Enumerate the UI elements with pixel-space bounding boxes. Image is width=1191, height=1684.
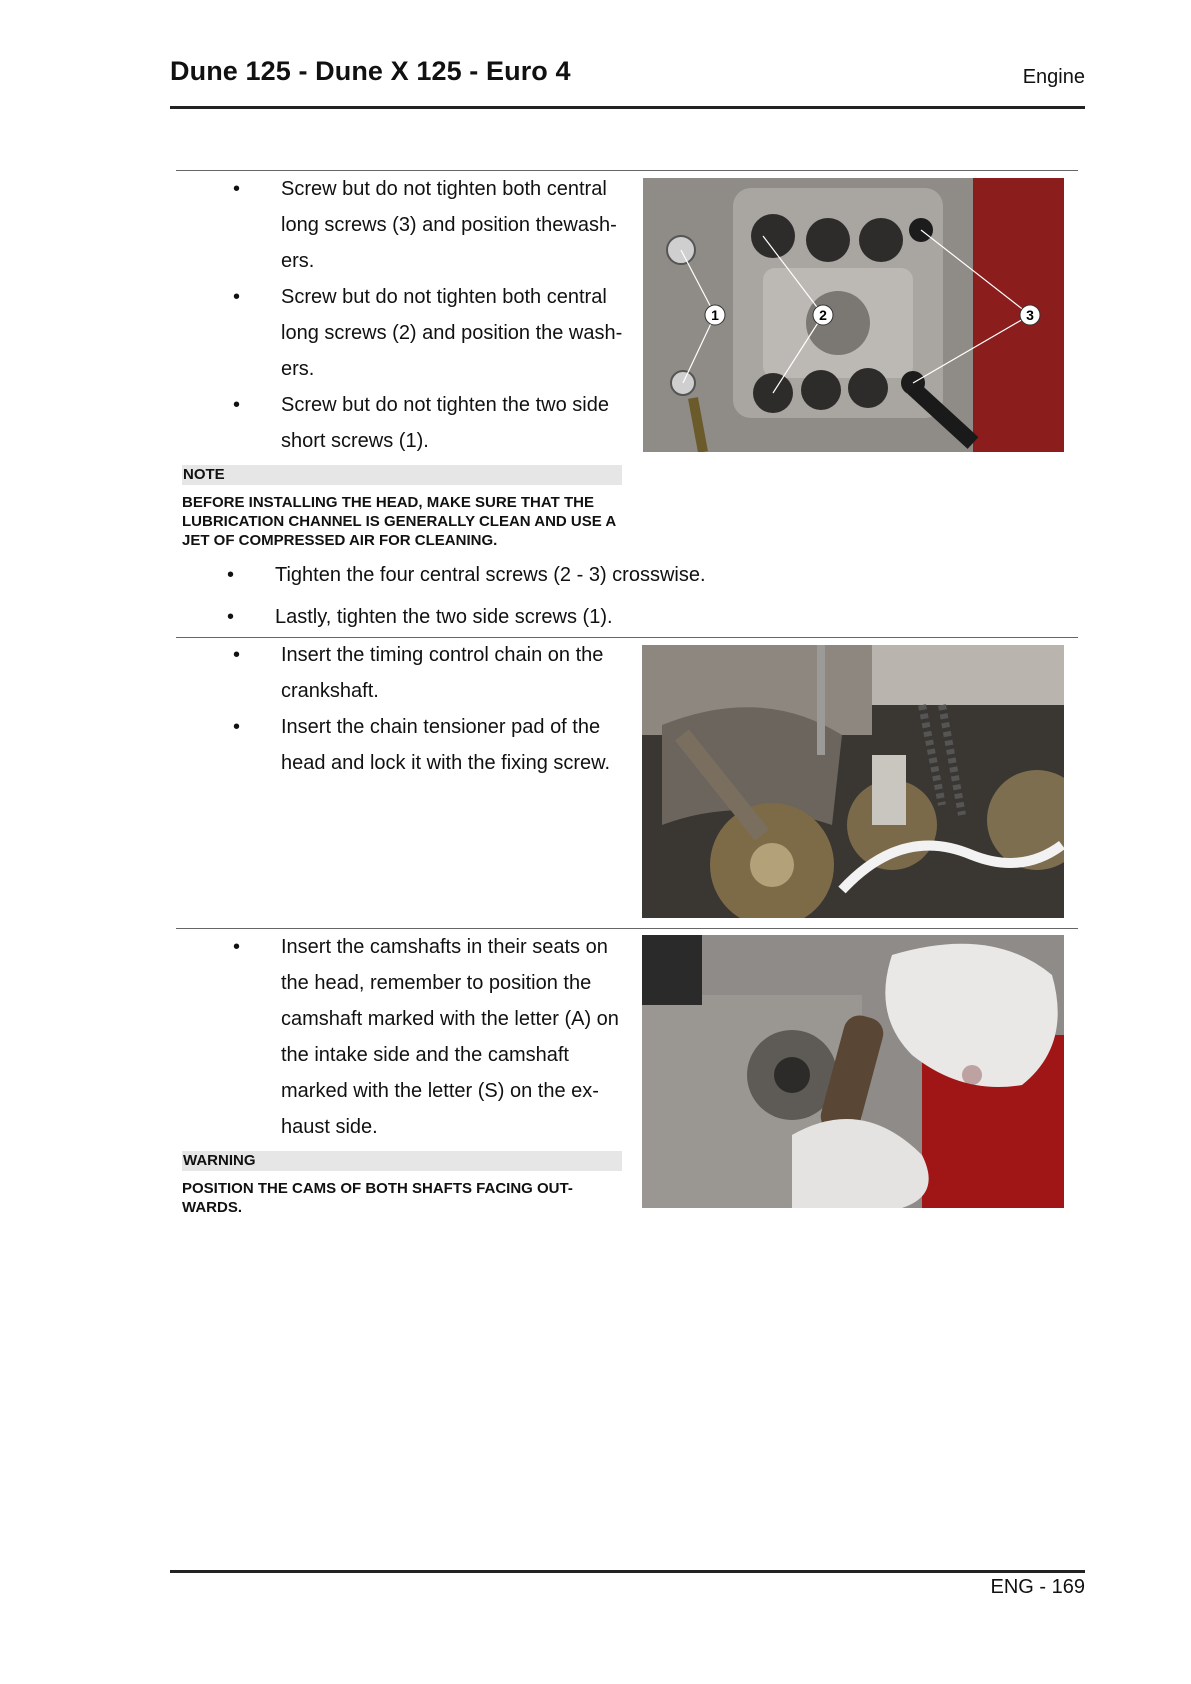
header-rule: [170, 106, 1085, 109]
camshaft-insertion-photo: [642, 935, 1064, 1208]
step2-list: [176, 637, 626, 781]
step1-list: [176, 171, 626, 459]
tighten-list: [170, 554, 930, 638]
warning-label: WARNING: [182, 1151, 622, 1171]
list-item: • Screw but do not tighten both central long screws (2) and position the wash-ers.: [233, 286, 623, 380]
warning-box: [182, 1151, 622, 1217]
callout-label-1: 1: [711, 307, 719, 323]
note-box: [182, 465, 622, 550]
step3-list: [176, 929, 634, 1145]
list-item: • Screw but do not tighten both central long screws (3) and position thewash-ers.: [233, 178, 617, 272]
cylinder-head-screws-photo: [643, 178, 1064, 452]
warning-text: POSITION THE CAMS OF BOTH SHAFTS FACING OUT-WARDS.: [182, 1180, 573, 1216]
list-item: • Insert the camshafts in their seats on the head, remember to position the camshaft marked with the letter (A) on the intake side and the camshaft marked with the letter (S) on the ex-haust side.: [233, 936, 619, 1138]
list-item: • Insert the timing control chain on the crankshaft.: [233, 644, 604, 702]
page-title: Dune 125 - Dune X 125 - Euro 4: [170, 56, 571, 86]
footer-rule: [170, 1570, 1085, 1573]
note-text: BEFORE INSTALLING THE HEAD, MAKE SURE THAT THE LUBRICATION CHANNEL IS GENERALLY CLEAN AND USE A JET OF COMPRESSED AIR FOR CLEANING.: [182, 494, 616, 549]
timing-chain-photo: [642, 645, 1064, 918]
callout-label-2: 2: [819, 307, 827, 323]
list-item: • Screw but do not tighten the two side short screws (1).: [233, 394, 609, 452]
callout-label-3: 3: [1026, 307, 1034, 323]
section-name: Engine: [1022, 66, 1085, 88]
list-item: • Lastly, tighten the two side screws (1).: [227, 606, 613, 628]
note-label: NOTE: [182, 465, 622, 485]
page-number: ENG - 169: [990, 1576, 1085, 1598]
list-item: • Tighten the four central screws (2 - 3) crosswise.: [227, 564, 706, 586]
list-item: • Insert the chain tensioner pad of the head and lock it with the fixing screw.: [233, 716, 611, 774]
